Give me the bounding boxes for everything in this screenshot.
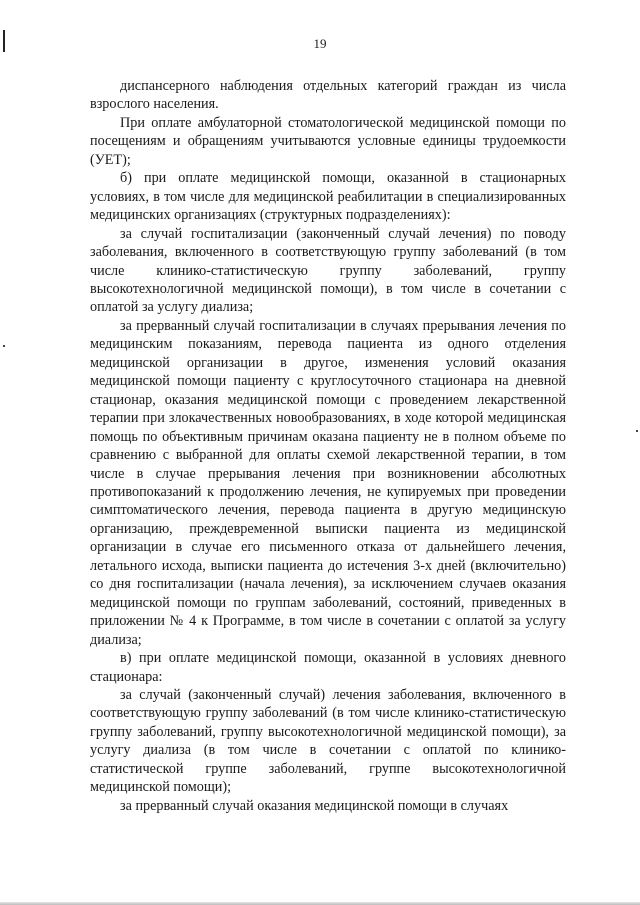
scan-speck (3, 345, 5, 347)
paragraph-dental-uet: При оплате амбулаторной стоматологической медицинской помощи по посещениям и обращениям учитываются условные единицы трудоемкости (УЕТ); (90, 114, 566, 168)
document-body (90, 77, 566, 815)
paragraph-item-b: б) при оплате медицинской помощи, оказанной в стационарных условиях, в том числе для медицинской реабилитации в специализированных медицинских организациях (структурных подразделениях): (90, 170, 566, 224)
scan-speck (636, 430, 638, 432)
paragraph-hospitalization-case: за случай госпитализации (законченный случай лечения) по поводу заболевания, включенного в соответствующую группу заболеваний (в том числе клинико-статистическую группу заболеваний, группу высокотехнологичной медицинской помощи), в том числе в сочетании с оплатой за услугу диализа; (90, 225, 566, 316)
page-number: 19 (313, 36, 327, 51)
paragraph-interrupted-hospitalization: за прерванный случай госпитализации в случаях прерывания лечения по медицинским показаниям, перевода пациента из одного отделения медицинской организации в другое, изменения условий оказания медицинской помощи пациенту с круглосуточного стационара на дневной стационар, оказания медицинской помощи с проведением лекарственной терапии при злокачественных новообразованиях, в ходе которой медицинская помощь по объективным причинам оказана пациенту не в полном объеме по сравнению с выбранной для оплаты схемой лекарственной терапии, в том числе в случае прерывания лечения при возникновении абсолютных противопоказаний к продолжению лечения, не купируемых при проведении симптоматического лечения, перевода пациента в другую медицинскую организацию, преждевременной выписки пациента из медицинской организации в случае его письменного отказа от дальнейшего лечения, летального исхода, выписки пациента до истечения 3-х дней (включительно) со дня госпитализации (начала лечения), за исключением случаев оказания медицинской помощи по группам заболеваний, состояний, приведенных в приложении № 4 к Программе, в том числе в сочетании с оплатой за услугу диализа; (90, 317, 566, 648)
paragraph-item-v: в) при оплате медицинской помощи, оказанной в условиях дневного стационара: (90, 650, 566, 685)
paragraph-continuation: диспансерного наблюдения отдельных категорий граждан из числа взрослого населения. (90, 78, 566, 113)
paragraph-day-hospital-case: за случай (законченный случай) лечения заболевания, включенного в соответствующую группу заболеваний (в том числе клинико-статистическую группу заболеваний, группу высокотехнологичной медицинской помощи), за услугу диализа (в том числе в сочетании с оплатой по клинико-статистической группе заболеваний, группе высокотехнологичной медицинской помощи); (90, 686, 566, 796)
paragraph-interrupted-care: за прерванный случай оказания медицинской помощи в случаях (120, 797, 509, 814)
